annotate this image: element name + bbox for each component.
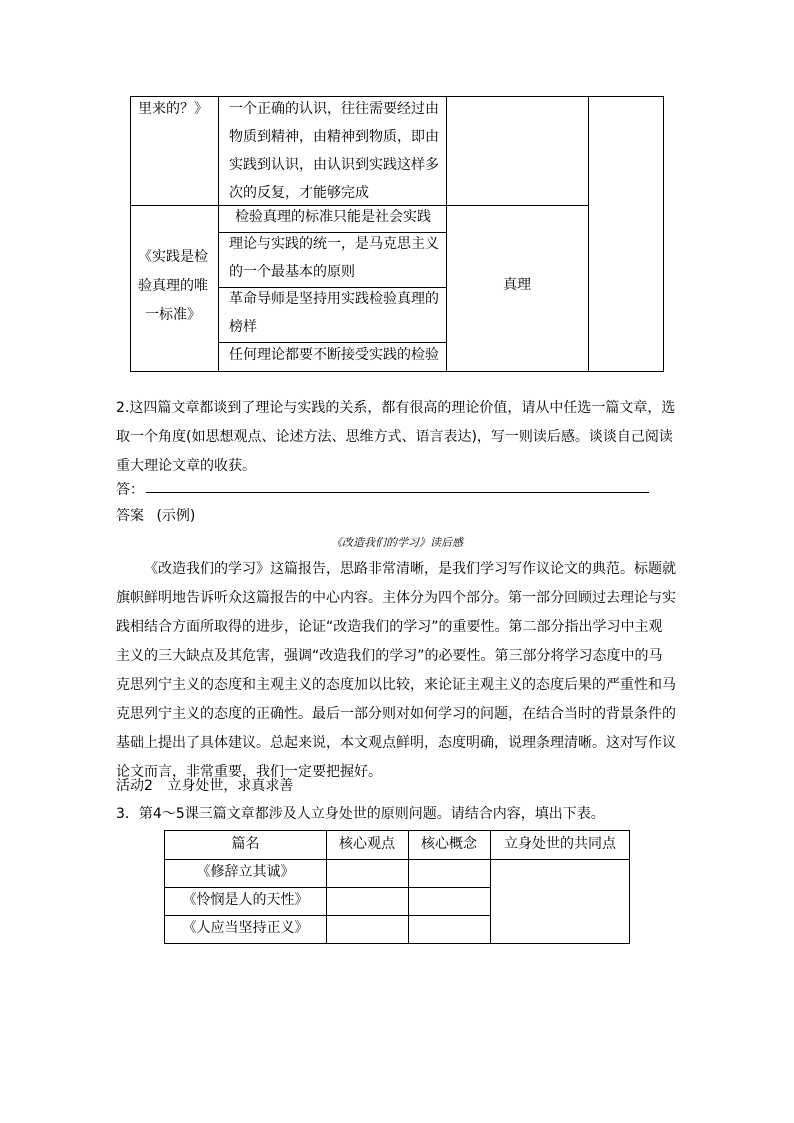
row1-content-line: 一个正确的认识，往往需要经过由 bbox=[229, 101, 439, 117]
essay-title: 《改造我们的学习》读后感 bbox=[331, 536, 463, 549]
essay-line: 旗帜鲜明地告诉听众这篇报告的中心内容。主体分为四个部分。第一部分回顾过去理论与实 bbox=[116, 590, 676, 606]
answer-example-text: (示例) bbox=[156, 508, 196, 524]
answer-label-text: 答案 bbox=[116, 508, 144, 524]
row2-title-line: 一标准》 bbox=[145, 307, 201, 323]
essay-line: 克思列宁主义的态度的正确性。最后一部分则对如何学习的问题，在结合当时的背景条件的 bbox=[116, 706, 676, 722]
header-common-ground: 立身处世的共同点 bbox=[504, 836, 616, 852]
header-core-view: 核心观点 bbox=[339, 836, 395, 852]
reading-table-continued bbox=[130, 96, 664, 372]
essay-line: 践相结合方面所取得的进步，论证“改造我们的学习”的重要性。第二部分指出学习中主观 bbox=[116, 619, 663, 635]
point-3-line: 革命导师是坚持用实践检验真理的 bbox=[229, 291, 439, 307]
row1-content-line: 次的反复，才能够完成 bbox=[229, 185, 369, 201]
question-3: 3．第4～5课三篇文章都涉及人立身处世的原则问题。请结合内容，填出下表。 bbox=[116, 806, 605, 822]
essay-body bbox=[116, 555, 678, 787]
activity-2-label: 活动2 bbox=[116, 778, 153, 794]
row2-title bbox=[138, 243, 208, 330]
point-3 bbox=[229, 285, 441, 341]
table-row: 《人应当坚持正义》 bbox=[182, 920, 309, 936]
activity-2-heading bbox=[116, 772, 293, 801]
essay-line: 克思列宁主义的态度和主观主义的态度加以比较，来论证主观主义的态度后果的严重性和马 bbox=[116, 677, 676, 693]
essay-line: 主义的三大缺点及其危害，强调“改造我们的学习”的必要性。第三部分将学习态度中的马 bbox=[116, 648, 663, 664]
table-row: 《怜悯是人的天性》 bbox=[182, 892, 309, 908]
essay-line: 《改造我们的学习》这篇报告，思路非常清晰，是我们学习写作议论文的典范。标题就 bbox=[144, 561, 676, 577]
point-2 bbox=[229, 230, 441, 286]
answer-blank-line bbox=[146, 492, 649, 493]
point-1: 检验真理的标准只能是社会实践 bbox=[235, 209, 431, 225]
activity-2-title: 立身处世，求真求善 bbox=[167, 778, 294, 794]
row1-title: 里来的？》 bbox=[138, 101, 208, 117]
table-divider bbox=[218, 97, 219, 371]
question-2-line: 2.这四篇文章都谈到了理论与实践的关系，都有很高的理论价值，请从中任选一篇文章，选 bbox=[116, 400, 676, 416]
row1-content bbox=[229, 95, 447, 207]
header-core-concept: 核心概念 bbox=[421, 836, 477, 852]
row2-title-line: 《实践是检 bbox=[138, 249, 208, 265]
point-4: 任何理论都要不断接受实践的检验 bbox=[229, 347, 439, 363]
essay-line: 论文而言，非常重要，我们一定要把握好。 bbox=[116, 764, 382, 780]
essay-line: 基础上提出了具体建议。总起来说，本文观点鲜明，态度明确，说理条理清晰。这对写作议 bbox=[116, 735, 676, 751]
question-2 bbox=[116, 394, 678, 481]
row1-content-line: 物质到精神，由精神到物质，即由 bbox=[229, 129, 439, 145]
table-divider bbox=[588, 97, 589, 371]
row2-title-line: 验真理的唯 bbox=[138, 278, 208, 294]
table-row: 《修辞立其诚》 bbox=[196, 864, 295, 880]
point-3-line: 榜样 bbox=[229, 319, 257, 335]
row1-content-line: 实践到认识，由认识到实践这样多 bbox=[229, 157, 439, 173]
concept-truth: 真理 bbox=[503, 277, 531, 293]
point-2-line: 的一个最基本的原则 bbox=[229, 264, 355, 280]
answer-label: 答： bbox=[116, 482, 144, 498]
principles-table bbox=[164, 830, 630, 944]
point-2-line: 理论与实践的统一，是马克思主义 bbox=[229, 236, 439, 252]
question-2-line: 重大理论文章的收获。 bbox=[116, 458, 256, 474]
header-title: 篇名 bbox=[231, 836, 260, 852]
question-2-line: 取一个角度(如思想观点、论述方法、思维方式、语言表达)，写一则读后感。谈谈自己阅读 bbox=[116, 429, 673, 445]
answer-heading bbox=[116, 502, 195, 531]
